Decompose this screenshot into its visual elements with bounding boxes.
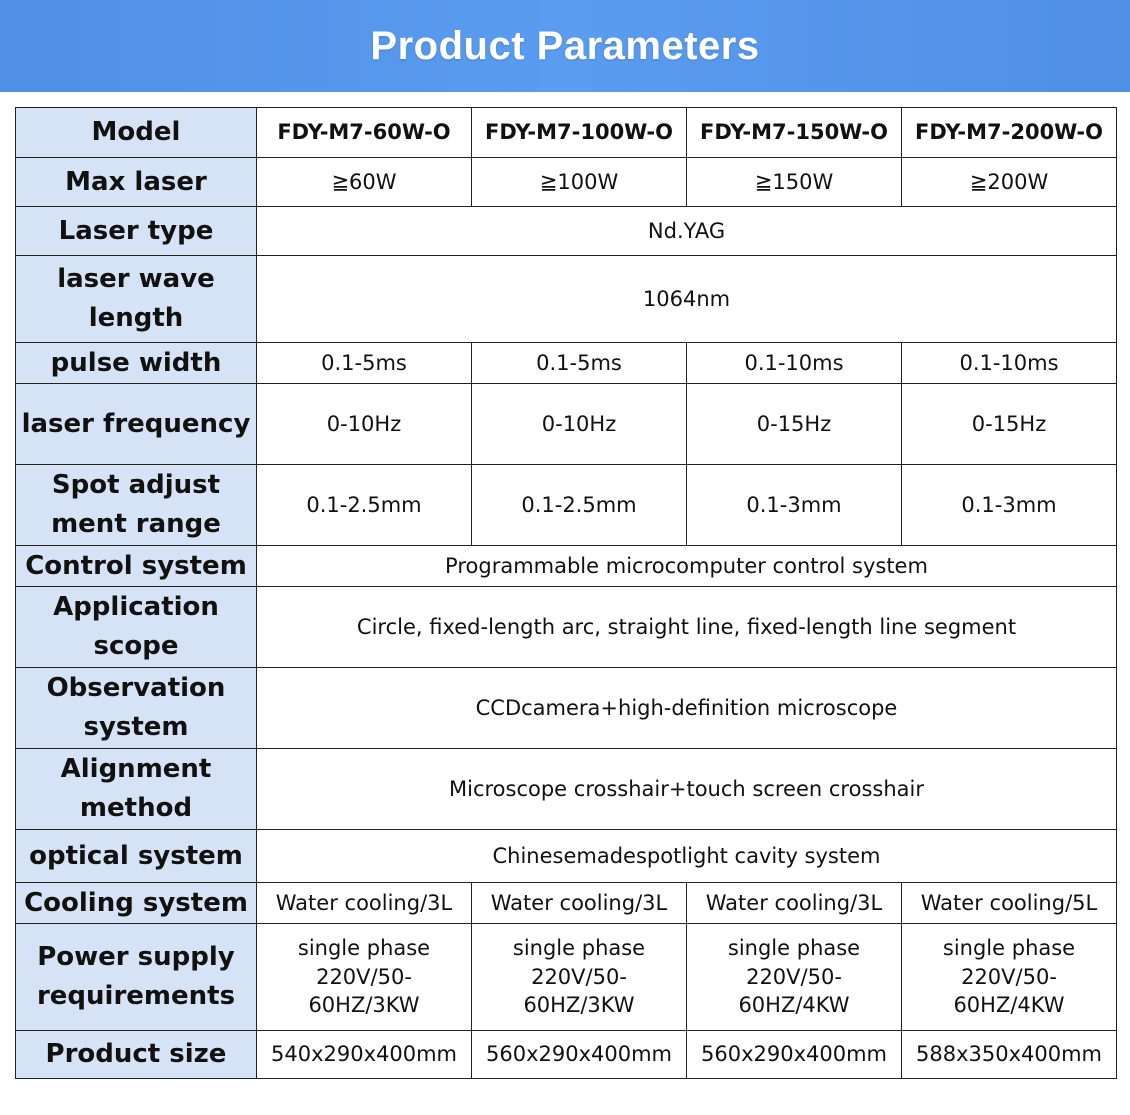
table-cell: ≧60W xyxy=(257,158,472,207)
table-row-application-scope xyxy=(16,587,1117,668)
table-cell: ≧100W xyxy=(472,158,687,207)
page-title: Product Parameters xyxy=(370,23,760,68)
row-label: pulse width xyxy=(16,343,257,384)
table-row-observation-system xyxy=(16,668,1117,749)
table-cell: 0.1-2.5mm xyxy=(472,465,687,546)
table-cell: 588x350x400mm xyxy=(902,1031,1117,1079)
table-cell: Water cooling/5L xyxy=(902,883,1117,924)
row-label: Cooling system xyxy=(16,883,257,924)
row-label: laser wave length xyxy=(16,256,257,343)
table-cell: 0-15Hz xyxy=(902,384,1117,465)
table-row-product-size xyxy=(16,1031,1117,1079)
table-row-max-laser xyxy=(16,158,1117,207)
row-label: Application scope xyxy=(16,587,257,668)
table-cell: ≧150W xyxy=(687,158,902,207)
table-cell: 0.1-10ms xyxy=(687,343,902,384)
table-cell: 540x290x400mm xyxy=(257,1031,472,1079)
table-cell: 0.1-5ms xyxy=(257,343,472,384)
table-cell: single phase 220V/50- 60HZ/4KW xyxy=(687,924,902,1031)
row-label: Observation system xyxy=(16,668,257,749)
table-cell: ≧200W xyxy=(902,158,1117,207)
table-cell: 0-15Hz xyxy=(687,384,902,465)
table-cell: single phase 220V/50- 60HZ/3KW xyxy=(472,924,687,1031)
table-cell: single phase 220V/50- 60HZ/4KW xyxy=(902,924,1117,1031)
table-cell: Circle, fixed-length arc, straight line, fixed-length line segment xyxy=(257,587,1117,668)
row-label: Laser type xyxy=(16,207,257,256)
table-row-cooling-system xyxy=(16,883,1117,924)
row-label: laser frequency xyxy=(16,384,257,465)
row-label: Spot adjust ment range xyxy=(16,465,257,546)
table-row-power-supply xyxy=(16,924,1117,1031)
row-label: optical system xyxy=(16,830,257,883)
table-cell: 0.1-3mm xyxy=(687,465,902,546)
row-label: Power supply requirements xyxy=(16,924,257,1031)
table-cell: 0.1-2.5mm xyxy=(257,465,472,546)
table-cell: Chinesemadespotlight cavity system xyxy=(257,830,1117,883)
header-banner xyxy=(0,0,1130,92)
row-label: Alignment method xyxy=(16,749,257,830)
table-row-alignment-method xyxy=(16,749,1117,830)
table-cell: 0-10Hz xyxy=(257,384,472,465)
model-cell: FDY-M7-200W-O xyxy=(902,108,1117,158)
parameters-table xyxy=(15,107,1117,1079)
table-cell: 0.1-3mm xyxy=(902,465,1117,546)
row-label: Max laser xyxy=(16,158,257,207)
table-cell: 0-10Hz xyxy=(472,384,687,465)
table-cell: 560x290x400mm xyxy=(472,1031,687,1079)
model-cell: FDY-M7-100W-O xyxy=(472,108,687,158)
table-cell: Microscope crosshair+touch screen crosshair xyxy=(257,749,1117,830)
table-cell: 560x290x400mm xyxy=(687,1031,902,1079)
table-row-laser-type xyxy=(16,207,1117,256)
table-row-wave-length xyxy=(16,256,1117,343)
table-cell: CCDcamera+high-definition microscope xyxy=(257,668,1117,749)
row-label: Product size xyxy=(16,1031,257,1079)
table-row-model xyxy=(16,108,1117,158)
table-cell: 0.1-10ms xyxy=(902,343,1117,384)
table-row-control-system xyxy=(16,546,1117,587)
row-label: Model xyxy=(16,108,257,158)
table-cell: 0.1-5ms xyxy=(472,343,687,384)
model-cell: FDY-M7-150W-O xyxy=(687,108,902,158)
table-cell: Water cooling/3L xyxy=(257,883,472,924)
table-cell: Programmable microcomputer control system xyxy=(257,546,1117,587)
model-cell: FDY-M7-60W-O xyxy=(257,108,472,158)
table-row-spot-adjustment xyxy=(16,465,1117,546)
table-cell: Nd.YAG xyxy=(257,207,1117,256)
table-row-pulse-width xyxy=(16,343,1117,384)
row-label: Control system xyxy=(16,546,257,587)
table-cell: 1064nm xyxy=(257,256,1117,343)
table-row-optical-system xyxy=(16,830,1117,883)
table-cell: Water cooling/3L xyxy=(472,883,687,924)
table-row-laser-frequency xyxy=(16,384,1117,465)
table-cell: Water cooling/3L xyxy=(687,883,902,924)
table-cell: single phase 220V/50- 60HZ/3KW xyxy=(257,924,472,1031)
